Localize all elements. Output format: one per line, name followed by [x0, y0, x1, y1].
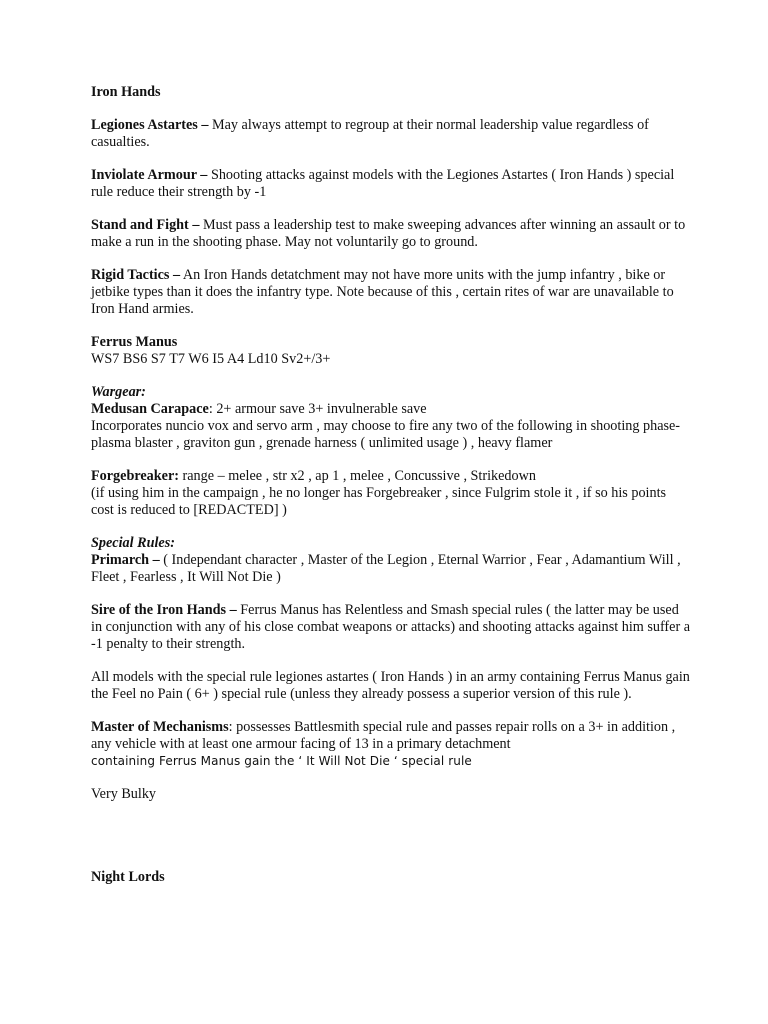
wargear-text: range – melee , str x2 , ap 1 , melee , Concussive , Strikedown — [178, 468, 536, 484]
character-name: Ferrus Manus — [91, 334, 178, 350]
wargear-heading: Wargear: — [91, 384, 146, 400]
rule-stand-and-fight — [91, 217, 691, 251]
rule-name: Stand and Fight – — [91, 217, 200, 233]
wargear-carapace — [91, 401, 691, 418]
character-stats: WS7 BS6 S7 T7 W6 I5 A4 Ld10 Sv2+/3+ — [91, 351, 331, 367]
wargear-forgebreaker — [91, 468, 691, 519]
section-spacer — [91, 819, 691, 869]
special-rules-block — [91, 535, 691, 586]
wargear-name: Forgebreaker: — [91, 468, 179, 484]
rule-name: Sire of the Iron Hands – — [91, 602, 237, 618]
rule-name: Inviolate Armour – — [91, 167, 208, 183]
rule-master-of-mechanisms — [91, 719, 691, 770]
forgebreaker-line — [91, 468, 691, 485]
rule-sire-of-the-iron-hands — [91, 602, 691, 653]
rule-text: An Iron Hands detatchment may not have more units with the jump infantry , bike or jetbike types than it does the infantry type. Note because of this , certain rites of war are unavailable to Iron Hand armies. — [91, 267, 674, 317]
rule-rigid-tactics — [91, 267, 691, 318]
rule-feel-no-pain: All models with the special rule legiones astartes ( Iron Hands ) in an army containing Ferrus Manus gain the Feel no Pain ( 6+ ) special rule (unless they already possess a superior version of this rule ). — [91, 669, 690, 702]
rule-text: Ferrus Manus has Relentless and Smash special rules ( the latter may be used in conjunction with any of his close combat weapons or attacks) and shooting attacks against him suffer a -1 penalty to their strength. — [91, 602, 691, 652]
rule-text: : possesses Battlesmith special rule and passes repair rolls on a 3+ in addition , any vehicle with at least one armour facing of 13 in a primary detachment — [91, 719, 676, 752]
rule-name: Master of Mechanisms — [91, 719, 229, 735]
rule-name: Legiones Astartes – — [91, 117, 209, 133]
rule-inviolate-armour — [91, 167, 691, 201]
rule-very-bulky: Very Bulky — [91, 786, 157, 802]
wargear-text: : 2+ armour save 3+ invulnerable save — [208, 401, 427, 417]
mechanisms-line-2: containing Ferrus Manus gain the ‘ It Will Not Die ‘ special rule — [91, 754, 472, 768]
forgebreaker-note: (if using him in the campaign , he no longer has Forgebreaker , since Fulgrim stole it , if so his points cost is reduced to [REDACTED] ) — [91, 485, 667, 518]
special-rules-heading: Special Rules: — [91, 535, 175, 551]
rule-text: May always attempt to regroup at their normal leadership value regardless of casualties. — [91, 117, 649, 150]
rule-primarch — [91, 552, 691, 586]
rule-name: Primarch – — [91, 552, 160, 568]
wargear-block — [91, 384, 691, 452]
mechanisms-line — [91, 719, 675, 752]
rule-text: Shooting attacks against models with the Legiones Astartes ( Iron Hands ) special rule reduce their strength by -1 — [91, 167, 675, 200]
wargear-carapace-weapons: plasma blaster , graviton gun , grenade harness ( unlimited usage ) , heavy flamer — [91, 435, 553, 451]
section-title-iron-hands: Iron Hands — [91, 84, 161, 100]
rule-text: Must pass a leadership test to make sweeping advances after winning an assault or to make a run in the shooting phase. May not voluntarily go to ground. — [91, 217, 686, 250]
document-page — [91, 84, 691, 902]
rule-legiones-astartes — [91, 117, 691, 151]
wargear-carapace-detail: Incorporates nuncio vox and servo arm , may choose to fire any two of the following in shooting phase- — [91, 418, 681, 434]
rule-name: Rigid Tactics – — [91, 267, 181, 283]
rule-text: ( Independant character , Master of the Legion , Eternal Warrior , Fear , Adamantium Will , Fleet , Fearless , It Will Not Die ) — [91, 552, 681, 585]
wargear-name: Medusan Carapace — [91, 401, 209, 417]
section-title-night-lords: Night Lords — [91, 869, 165, 885]
character-block — [91, 334, 691, 368]
